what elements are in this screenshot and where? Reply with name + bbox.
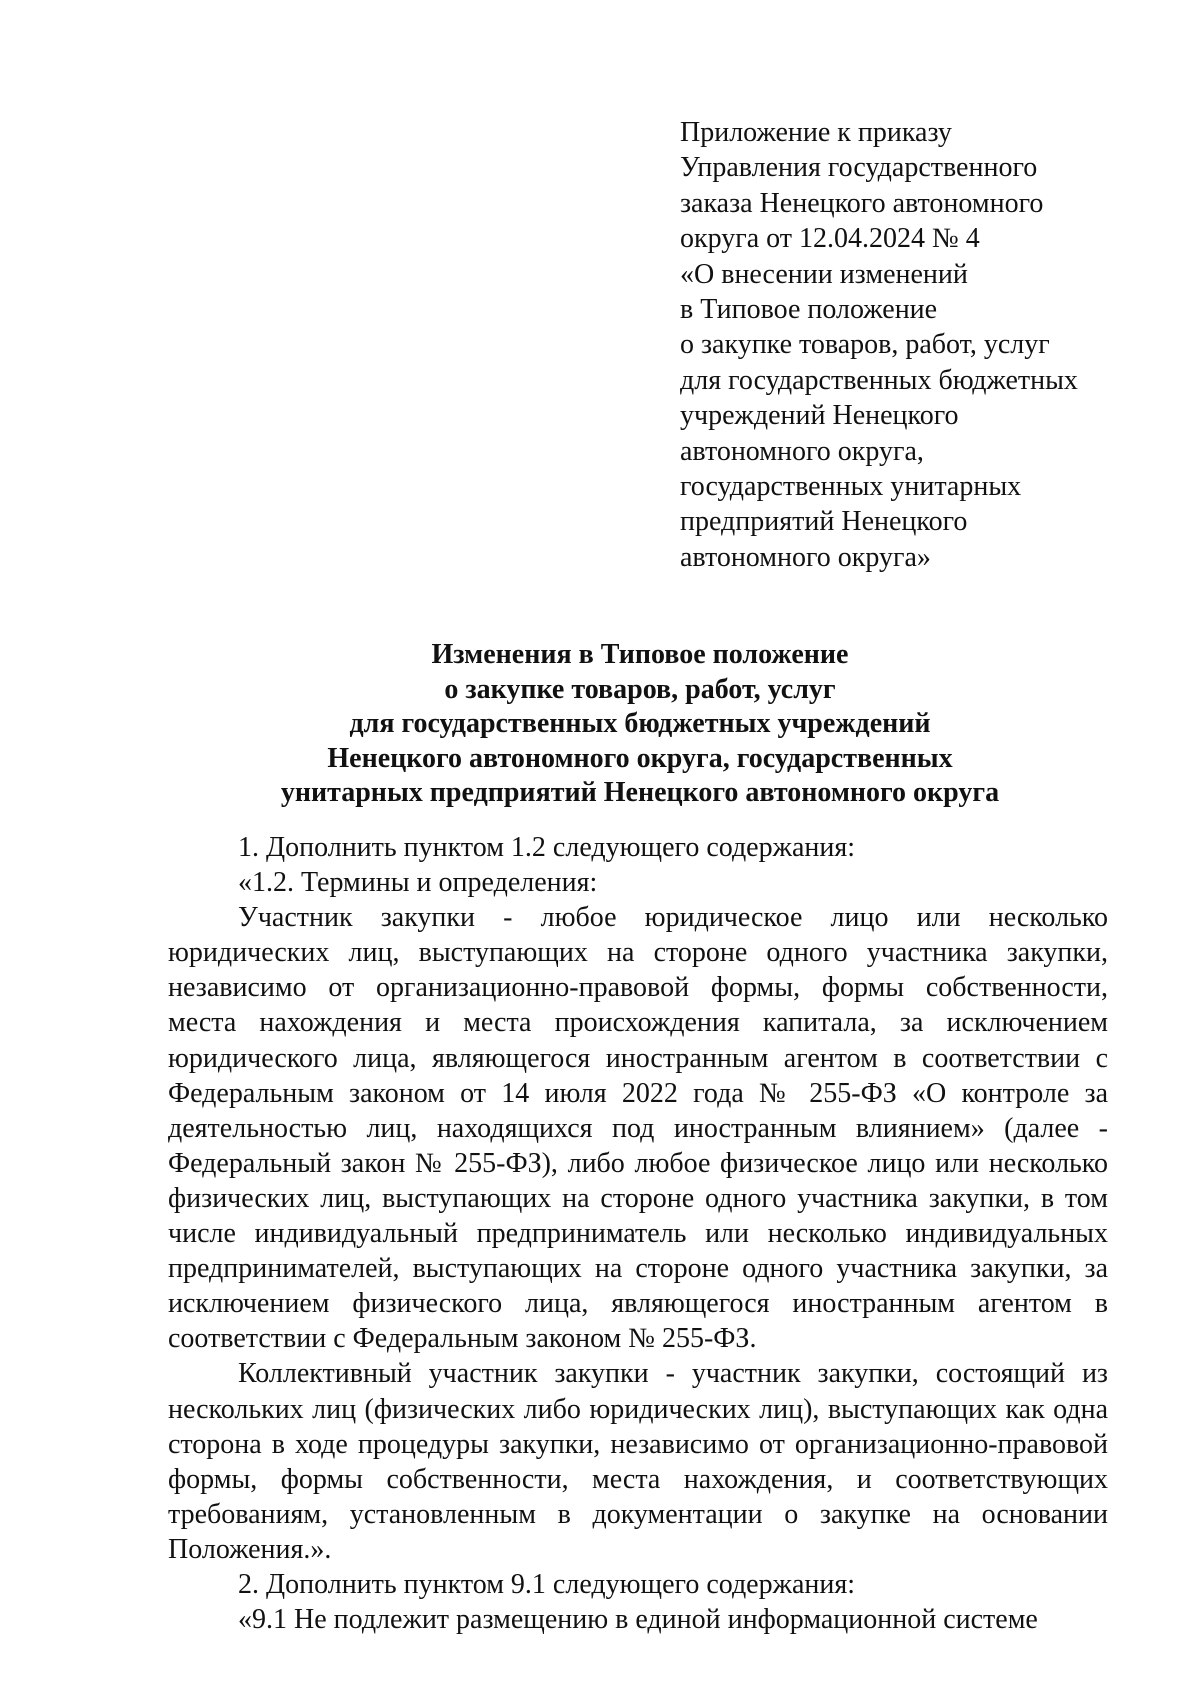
item-2-text: «9.1 Не подлежит размещению в единой информационной системе: [238, 1604, 1038, 1636]
item-2-heading: 2. Дополнить пунктом 9.1 следующего содержания:: [238, 1568, 856, 1600]
appendix-line: заказа Ненецкого автономного: [680, 187, 1044, 219]
document-title: [170, 638, 1110, 811]
item-1-subheading: «1.2. Термины и определения:: [238, 867, 598, 899]
document-body: [168, 830, 1108, 1637]
title-line: о закупке товаров, работ, услуг: [444, 673, 836, 705]
appendix-line: в Типовое положение: [680, 294, 938, 326]
item-1-heading: 1. Дополнить пунктом 1.2 следующего содержания:: [238, 832, 856, 863]
appendix-line: Управления государственного: [680, 152, 1038, 184]
collective-participant-definition-paragraph: Коллективный участник закупки - участник закупки, состоящий из нескольких лиц (физических либо юридических лиц), выступающих как одна сторона в ходе процедуры закупки, независимо от организационно-правовой формы, формы собственности, места нахождения, и соответствующих требованиям, установленным в документации о закупке на основании Положения.».: [168, 1358, 1108, 1565]
appendix-reference-block: [680, 115, 1140, 575]
title-line: Изменения в Типовое положение: [431, 639, 849, 670]
appendix-line: предприятий Ненецкого: [680, 506, 968, 538]
title-line: для государственных бюджетных учреждений: [349, 708, 931, 739]
appendix-line: государственных унитарных: [680, 471, 1022, 503]
appendix-line: округа от 12.04.2024 № 4: [680, 223, 980, 255]
appendix-line: Приложение к приказу: [680, 117, 952, 148]
title-line: Ненецкого автономного округа, государственных: [327, 742, 953, 774]
appendix-line: для государственных бюджетных: [680, 364, 1078, 396]
participant-definition-paragraph: Участник закупки - любое юридическое лицо или несколько юридических лиц, выступающих на стороне одного участника закупки, независимо от организационно-правовой формы, формы собственности, места нахождения и места происхождения капитала, за исключением юридического лица, являющегося иностранным агентом в соответствии с Федеральным законом от 14 июля 2022 года № 255-ФЗ «О контроле за деятельностью лиц, находящихся под иностранным влиянием» (далее - Федеральный закон № 255-ФЗ), либо любое физическое лицо или несколько физических лиц, выступающих на стороне одного участника закупки, в том числе индивидуальный предприниматель или несколько индивидуальных предпринимателей, выступающих на стороне одного участника закупки, за исключением физического лица, являющегося иностранным агентом в соответствии с Федеральным законом № 255-ФЗ.: [168, 902, 1108, 1355]
appendix-line: автономного округа,: [680, 435, 924, 467]
appendix-line: о закупке товаров, работ, услуг: [680, 329, 1050, 361]
appendix-line: учреждений Ненецкого: [680, 400, 959, 432]
title-line: унитарных предприятий Ненецкого автономного округа: [280, 777, 1000, 808]
appendix-line: «О внесении изменений: [680, 258, 968, 290]
appendix-line: автономного округа»: [680, 541, 931, 573]
